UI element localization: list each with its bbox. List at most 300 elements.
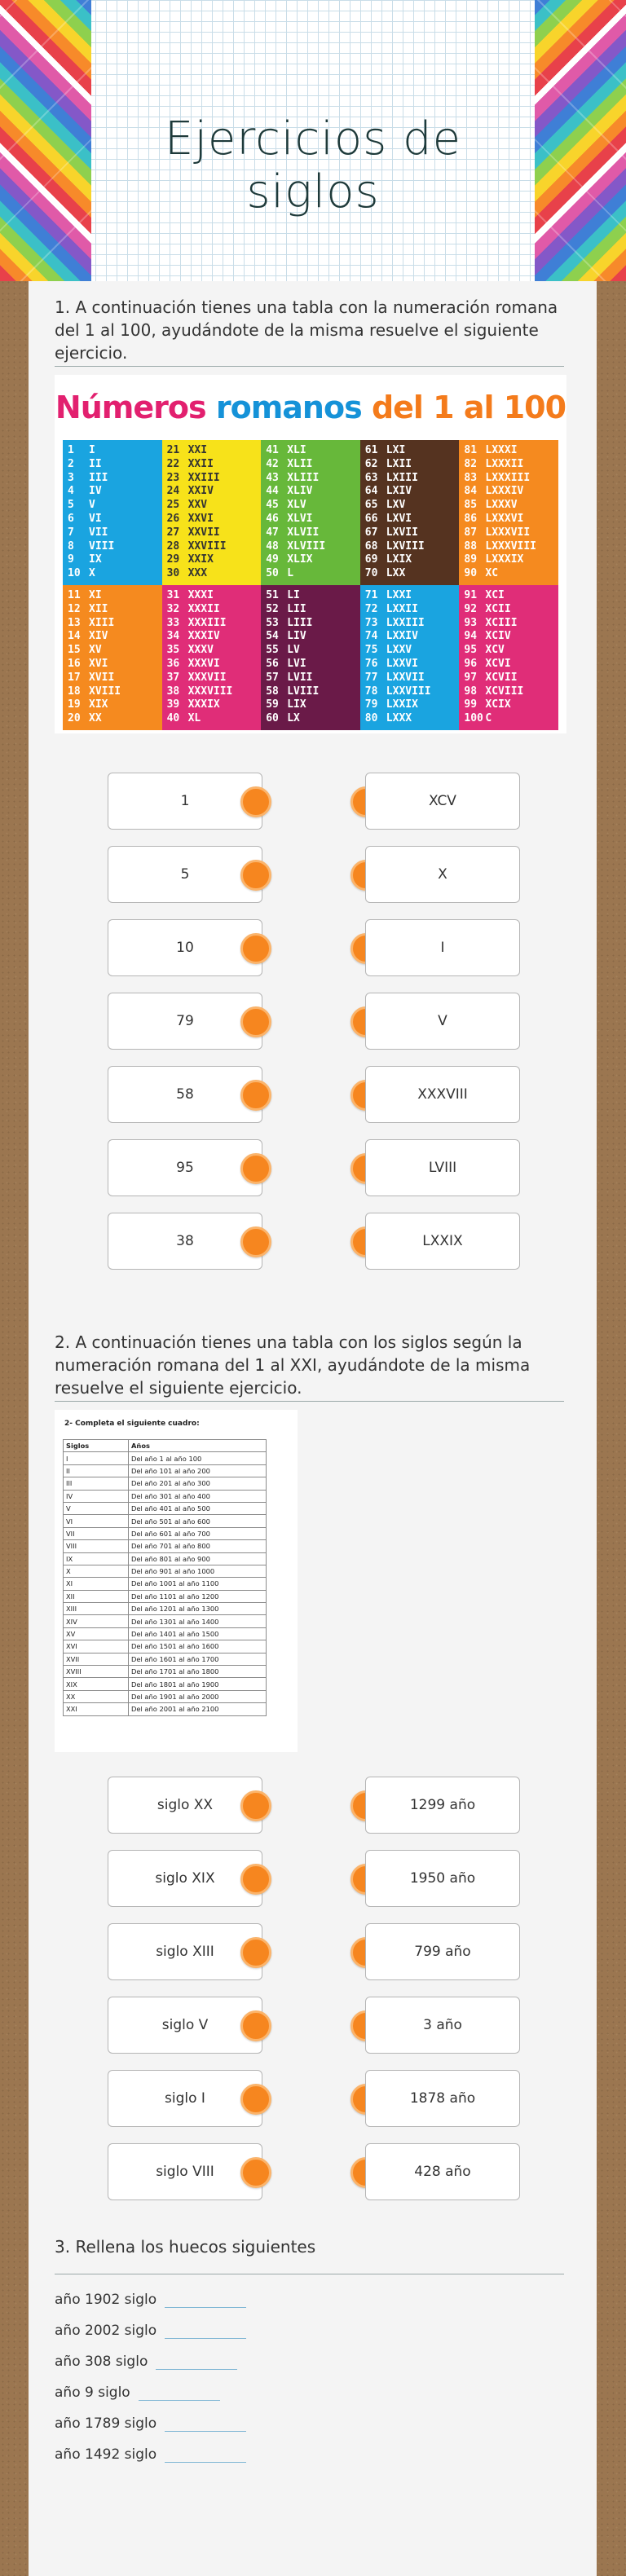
arabic-number: 22 — [166, 457, 180, 470]
roman-numeral: XXVII — [187, 526, 220, 539]
connector-dot-left[interactable] — [240, 2084, 271, 2115]
roman-numeral: VII — [89, 526, 108, 539]
match-row — [29, 1139, 597, 1196]
roman-numeral: LXXVI — [386, 657, 418, 670]
years-cell: Del año 1301 al año 1400 — [129, 1615, 267, 1627]
arabic-number: 33 — [166, 616, 180, 629]
centuries-table-row — [64, 1452, 267, 1464]
century-cell: VIII — [64, 1540, 129, 1552]
roman-numeral: LXXX — [386, 712, 412, 725]
arabic-number: 32 — [166, 602, 180, 615]
chevron-pattern-right — [535, 0, 626, 281]
roman-table-row — [167, 526, 257, 540]
connector-dot-left[interactable] — [240, 1790, 271, 1821]
roman-numeral: III — [89, 471, 108, 484]
arabic-number: 81 — [464, 444, 478, 456]
roman-numeral: XLVI — [287, 512, 313, 525]
fill-blank-row — [55, 2318, 246, 2343]
arabic-number: 93 — [464, 616, 478, 629]
roman-numeral: XVI — [89, 657, 108, 670]
years-cell: Del año 501 al año 600 — [129, 1515, 267, 1527]
roman-table-row — [266, 698, 355, 712]
roman-numeral: XCIII — [485, 616, 518, 629]
roman-numeral: XIII — [89, 616, 115, 629]
match-row — [29, 1213, 597, 1270]
roman-table-row — [167, 553, 257, 567]
connector-dot-left[interactable] — [240, 2157, 271, 2188]
arabic-number: 36 — [166, 657, 180, 670]
years-cell: Del año 301 al año 400 — [129, 1490, 267, 1502]
roman-table-row — [68, 658, 157, 672]
roman-numeral: XXXIII — [187, 616, 227, 629]
arabic-number: 84 — [464, 485, 478, 498]
roman-numeral: XXII — [187, 457, 214, 470]
match-right-item[interactable]: 1878 año — [365, 2070, 520, 2127]
roman-numeral: XL — [187, 712, 201, 725]
roman-table-row — [266, 630, 355, 644]
roman-numeral: LXXXIX — [485, 553, 524, 566]
match-row — [29, 1066, 597, 1123]
match-left-item[interactable]: siglo XIII — [108, 1923, 262, 1980]
years-cell: Del año 1901 al año 2000 — [129, 1690, 267, 1702]
arabic-number: 61 — [364, 444, 378, 456]
roman-numeral: LXXXVII — [485, 526, 531, 539]
roman-numeral: LXI — [386, 444, 406, 456]
fill-blank-input[interactable] — [165, 2323, 246, 2339]
centuries-table-row — [64, 1703, 267, 1715]
roman-numeral: LXXXIII — [485, 471, 531, 484]
roman-table-row — [464, 472, 553, 486]
roman-numeral: XLIII — [287, 471, 320, 484]
roman-table-row — [68, 513, 157, 526]
arabic-number: 58 — [266, 685, 279, 698]
connector-dot-left[interactable] — [240, 1226, 271, 1257]
match-right-item[interactable]: XCV — [365, 773, 520, 830]
arabic-number: 99 — [464, 698, 478, 711]
roman-table-row — [464, 485, 553, 499]
roman-table-row — [167, 672, 257, 685]
roman-table-row — [464, 630, 553, 644]
roman-title-part-1: Números — [55, 390, 216, 425]
arabic-number: 80 — [364, 712, 378, 725]
arabic-number: 83 — [464, 471, 478, 484]
roman-numeral: XXIII — [187, 471, 220, 484]
match-left-item[interactable]: 38 — [108, 1213, 262, 1270]
arabic-number: 96 — [464, 657, 478, 670]
roman-table-row — [266, 589, 355, 603]
roman-table-row — [365, 698, 455, 712]
roman-numeral: LXXIII — [386, 616, 425, 629]
fill-blank-row — [55, 2349, 237, 2374]
roman-numeral: XXX — [187, 567, 208, 580]
roman-table-block — [360, 585, 460, 730]
centuries-table-row — [64, 1690, 267, 1702]
roman-table-row — [68, 672, 157, 685]
roman-table-row — [68, 540, 157, 554]
roman-table-row — [266, 513, 355, 526]
century-cell: X — [64, 1565, 129, 1577]
arabic-number: 57 — [266, 671, 279, 684]
roman-table-row — [68, 553, 157, 567]
roman-numeral: LIX — [287, 698, 306, 711]
connector-dot-left[interactable] — [240, 1937, 271, 1968]
match-right-item[interactable]: XXXVIII — [365, 1066, 520, 1123]
match-right-item[interactable]: X — [365, 846, 520, 903]
centuries-table-row — [64, 1552, 267, 1565]
arabic-number: 18 — [68, 685, 81, 698]
roman-numeral: LX — [287, 712, 300, 725]
arabic-number: 25 — [166, 499, 180, 512]
arabic-number: 91 — [464, 588, 478, 601]
years-cell: Del año 401 al año 500 — [129, 1502, 267, 1514]
match-right-item[interactable]: LXXIX — [365, 1213, 520, 1270]
roman-table-row — [68, 685, 157, 699]
roman-numeral: XI — [89, 588, 102, 601]
arabic-number: 74 — [364, 630, 378, 643]
century-cell: XX — [64, 1690, 129, 1702]
match-row — [29, 1997, 597, 2054]
roman-table-row — [266, 553, 355, 567]
roman-numeral: XXXIX — [187, 698, 220, 711]
arabic-number: 19 — [68, 698, 81, 711]
years-cell: Del año 1 al año 100 — [129, 1452, 267, 1464]
match-right-item[interactable]: LVIII — [365, 1139, 520, 1196]
roman-numeral: XCII — [485, 602, 511, 615]
roman-numeral: LXX — [386, 567, 406, 580]
arabic-number: 15 — [68, 644, 81, 657]
roman-numeral: XXV — [187, 499, 208, 512]
section-1-instructions: 1. A continuación tienes una tabla con la numeración romana del 1 al 100, ayudándote de la misma resuelve el siguiente ejercicio. — [55, 297, 558, 363]
arabic-number: 37 — [166, 671, 180, 684]
centuries-table-row — [64, 1640, 267, 1653]
arabic-number: 66 — [364, 512, 378, 525]
roman-table-row — [365, 603, 455, 617]
match-left-item[interactable]: 79 — [108, 993, 262, 1050]
centuries-table-row — [64, 1527, 267, 1539]
arabic-number: 56 — [266, 657, 279, 670]
arabic-number: 34 — [166, 630, 180, 643]
roman-table-row — [464, 526, 553, 540]
roman-numeral: XIV — [89, 630, 108, 643]
arabic-number: 69 — [364, 553, 378, 566]
roman-table-block — [63, 440, 162, 585]
roman-table-row — [464, 644, 553, 658]
century-cell: VII — [64, 1527, 129, 1539]
roman-numeral: XXXII — [187, 602, 220, 615]
years-cell: Del año 801 al año 900 — [129, 1552, 267, 1565]
arabic-number: 55 — [266, 644, 279, 657]
fill-blank-input[interactable] — [165, 2446, 246, 2463]
connector-dot-left[interactable] — [240, 860, 271, 891]
years-cell: Del año 1101 al año 1200 — [129, 1590, 267, 1602]
connector-dot-left[interactable] — [240, 2010, 271, 2041]
roman-table-row — [464, 553, 553, 567]
match-left-item[interactable]: siglo I — [108, 2070, 262, 2127]
roman-table-row — [266, 540, 355, 554]
match-right-item[interactable]: 1950 año — [365, 1850, 520, 1907]
roman-table-row — [464, 672, 553, 685]
arabic-number: 43 — [266, 471, 279, 484]
roman-numeral: LXXIV — [386, 630, 418, 643]
connector-dot-left[interactable] — [240, 1864, 271, 1895]
roman-numeral: LXV — [386, 499, 406, 512]
arabic-number: 9 — [68, 553, 74, 566]
arabic-number: 14 — [68, 630, 81, 643]
roman-table-row — [266, 603, 355, 617]
roman-numeral: XCVIII — [485, 685, 524, 698]
roman-table-row — [464, 712, 553, 726]
match-row — [29, 2143, 597, 2200]
roman-table-row — [365, 658, 455, 672]
roman-title-part-2: romanos — [215, 390, 372, 425]
roman-table-row — [464, 499, 553, 513]
roman-numeral: XC — [485, 567, 499, 580]
roman-numeral: C — [485, 712, 492, 725]
arabic-number: 49 — [266, 553, 279, 566]
years-cell: Del año 1201 al año 1300 — [129, 1603, 267, 1615]
arabic-number: 77 — [364, 671, 378, 684]
roman-numeral: XXVI — [187, 512, 214, 525]
roman-numeral: XCIV — [485, 630, 511, 643]
roman-numeral: LXXXIV — [485, 485, 524, 498]
match-right-item[interactable]: I — [365, 919, 520, 976]
roman-table-row — [464, 698, 553, 712]
roman-table-row — [365, 513, 455, 526]
arabic-number: 2 — [68, 457, 74, 470]
roman-table-row — [365, 553, 455, 567]
centuries-table-row — [64, 1666, 267, 1678]
centuries-table-row — [64, 1477, 267, 1490]
years-cell: Del año 901 al año 1000 — [129, 1565, 267, 1577]
roman-numeral: XLVIII — [287, 539, 326, 553]
roman-table-row — [68, 526, 157, 540]
century-cell: I — [64, 1452, 129, 1464]
arabic-number: 53 — [266, 616, 279, 629]
roman-table-row — [266, 472, 355, 486]
centuries-table-image — [55, 1410, 298, 1752]
arabic-number: 72 — [364, 602, 378, 615]
century-cell: XVII — [64, 1653, 129, 1665]
match-row — [29, 993, 597, 1050]
roman-table-row — [365, 526, 455, 540]
roman-table-row — [167, 472, 257, 486]
arabic-number: 62 — [364, 457, 378, 470]
roman-numeral: LXXXVI — [485, 512, 524, 525]
roman-table-row — [266, 444, 355, 458]
arabic-number: 39 — [166, 698, 180, 711]
match-row — [29, 1777, 597, 1834]
fill-blank-input[interactable] — [139, 2384, 220, 2401]
roman-table-block — [459, 585, 558, 730]
roman-table-row — [464, 617, 553, 631]
arabic-number: 90 — [464, 567, 478, 580]
century-cell: XXI — [64, 1703, 129, 1715]
fill-blank-input[interactable] — [165, 2415, 246, 2432]
roman-numeral: XII — [89, 602, 108, 615]
centuries-table-row — [64, 1490, 267, 1502]
roman-table-row — [365, 444, 455, 458]
roman-table-row — [68, 499, 157, 513]
arabic-number: 16 — [68, 657, 81, 670]
roman-numeral: LXXXVIII — [485, 539, 537, 553]
roman-numeral: LIII — [287, 616, 313, 629]
roman-table-block — [162, 440, 262, 585]
arabic-number: 78 — [364, 685, 378, 698]
centuries-table-row — [64, 1627, 267, 1640]
match-row — [29, 846, 597, 903]
fill-blank-row — [55, 2442, 246, 2467]
roman-table-row — [167, 617, 257, 631]
roman-table-row — [167, 589, 257, 603]
roman-numeral: XXVIII — [187, 539, 227, 553]
arabic-number: 51 — [266, 588, 279, 601]
roman-numeral: I — [89, 444, 95, 456]
roman-numeral: LXVII — [386, 526, 418, 539]
roman-table-row — [365, 567, 455, 581]
roman-numeral: X — [89, 567, 95, 580]
arabic-number: 4 — [68, 485, 74, 498]
arabic-number: 89 — [464, 553, 478, 566]
arabic-number: 59 — [266, 698, 279, 711]
fill-blank-input[interactable] — [165, 2292, 246, 2308]
roman-table-block — [261, 440, 360, 585]
arabic-number: 65 — [364, 499, 378, 512]
arabic-number: 38 — [166, 685, 180, 698]
roman-table-row — [167, 658, 257, 672]
roman-table-row — [266, 567, 355, 581]
roman-numeral: LII — [287, 602, 306, 615]
arabic-number: 5 — [68, 499, 74, 512]
roman-numeral: LV — [287, 644, 300, 657]
match-right-item[interactable]: 799 año — [365, 1923, 520, 1980]
arabic-number: 95 — [464, 644, 478, 657]
centuries-table-row — [64, 1678, 267, 1690]
chevron-pattern-left — [0, 0, 91, 281]
arabic-number: 3 — [68, 471, 74, 484]
arabic-number: 35 — [166, 644, 180, 657]
roman-numeral: LXXIX — [386, 698, 418, 711]
arabic-number: 8 — [68, 539, 74, 553]
arabic-number: 75 — [364, 644, 378, 657]
match-left-item[interactable]: siglo XX — [108, 1777, 262, 1834]
roman-numeral: LI — [287, 588, 300, 601]
roman-numeral: XXI — [187, 444, 208, 456]
match-right-item[interactable]: 3 año — [365, 1997, 520, 2054]
roman-table-row — [68, 698, 157, 712]
years-cell: Del año 201 al año 300 — [129, 1477, 267, 1490]
roman-numeral: XLV — [287, 499, 306, 512]
roman-table-block — [162, 585, 262, 730]
fill-blank-label: año 2002 siglo — [55, 2323, 157, 2339]
arabic-number: 67 — [364, 526, 378, 539]
roman-numeral: LVI — [287, 657, 306, 670]
fill-blank-label: año 1902 siglo — [55, 2292, 157, 2308]
match-row — [29, 773, 597, 830]
roman-numeral: IX — [89, 553, 102, 566]
centuries-table-row — [64, 1578, 267, 1590]
connector-dot-left[interactable] — [240, 1006, 271, 1037]
roman-table-row — [365, 499, 455, 513]
years-cell: Del año 1401 al año 1500 — [129, 1627, 267, 1640]
roman-numeral: XV — [89, 644, 102, 657]
arabic-number: 30 — [166, 567, 180, 580]
century-cell: XI — [64, 1578, 129, 1590]
roman-table-row — [68, 617, 157, 631]
roman-table-row — [365, 617, 455, 631]
roman-table-row — [464, 540, 553, 554]
match-left-item[interactable]: siglo XIX — [108, 1850, 262, 1907]
fill-blank-label: año 308 siglo — [55, 2354, 148, 2370]
centuries-table-row — [64, 1603, 267, 1615]
roman-numeral: II — [89, 457, 102, 470]
arabic-number: 86 — [464, 512, 478, 525]
roman-table-row — [167, 567, 257, 581]
arabic-number: 64 — [364, 485, 378, 498]
arabic-number: 6 — [68, 512, 74, 525]
arabic-number: 70 — [364, 567, 378, 580]
match-right-item[interactable]: V — [365, 993, 520, 1050]
roman-table-row — [167, 685, 257, 699]
arabic-number: 44 — [266, 485, 279, 498]
arabic-number: 47 — [266, 526, 279, 539]
arabic-number: 13 — [68, 616, 81, 629]
roman-numeral: XXIX — [187, 553, 214, 566]
fill-blank-row — [55, 2411, 246, 2436]
centuries-table-row — [64, 1565, 267, 1577]
match-left-item[interactable]: 5 — [108, 846, 262, 903]
header-banner — [0, 0, 626, 281]
arabic-number: 52 — [266, 602, 279, 615]
roman-numeral: LXIII — [386, 471, 418, 484]
century-cell: XVIII — [64, 1666, 129, 1678]
roman-numeral: XCI — [485, 588, 505, 601]
match-left-item[interactable]: 58 — [108, 1066, 262, 1123]
section-3-instructions: 3. Rellena los huecos siguientes — [55, 2237, 316, 2257]
century-cell: VI — [64, 1515, 129, 1527]
connector-dot-left[interactable] — [240, 1080, 271, 1111]
roman-table-title — [55, 375, 566, 440]
roman-table-row — [464, 513, 553, 526]
match-left-item[interactable]: 10 — [108, 919, 262, 976]
arabic-number: 40 — [166, 712, 180, 725]
roman-table-row — [68, 712, 157, 726]
century-cell: IX — [64, 1552, 129, 1565]
connector-dot-left[interactable] — [240, 786, 271, 817]
match-left-item[interactable]: 1 — [108, 773, 262, 830]
roman-numeral: VI — [89, 512, 102, 525]
match-right-item[interactable]: 1299 año — [365, 1777, 520, 1834]
arabic-number: 46 — [266, 512, 279, 525]
match-left-item[interactable]: siglo VIII — [108, 2143, 262, 2200]
roman-numeral: LXXI — [386, 588, 412, 601]
roman-table-row — [365, 458, 455, 472]
match-row — [29, 1850, 597, 1907]
arabic-number: 10 — [68, 567, 81, 580]
arabic-number: 54 — [266, 630, 279, 643]
centuries-table-row — [64, 1502, 267, 1514]
match-left-item[interactable]: siglo V — [108, 1997, 262, 2054]
match-left-item[interactable]: 95 — [108, 1139, 262, 1196]
arabic-number: 73 — [364, 616, 378, 629]
section-1-divider — [55, 366, 564, 367]
connector-dot-left[interactable] — [240, 1153, 271, 1184]
fill-blank-input[interactable] — [156, 2354, 237, 2370]
connector-dot-left[interactable] — [240, 933, 271, 964]
roman-table-block — [360, 440, 460, 585]
section-2-instructions: 2. A continuación tienes una tabla con los siglos según la numeración romana del 1 al XXI, ayudándote de la misma resuelve el siguiente ejercicio. — [55, 1332, 531, 1398]
arabic-number: 97 — [464, 671, 478, 684]
match-right-item[interactable]: 428 año — [365, 2143, 520, 2200]
